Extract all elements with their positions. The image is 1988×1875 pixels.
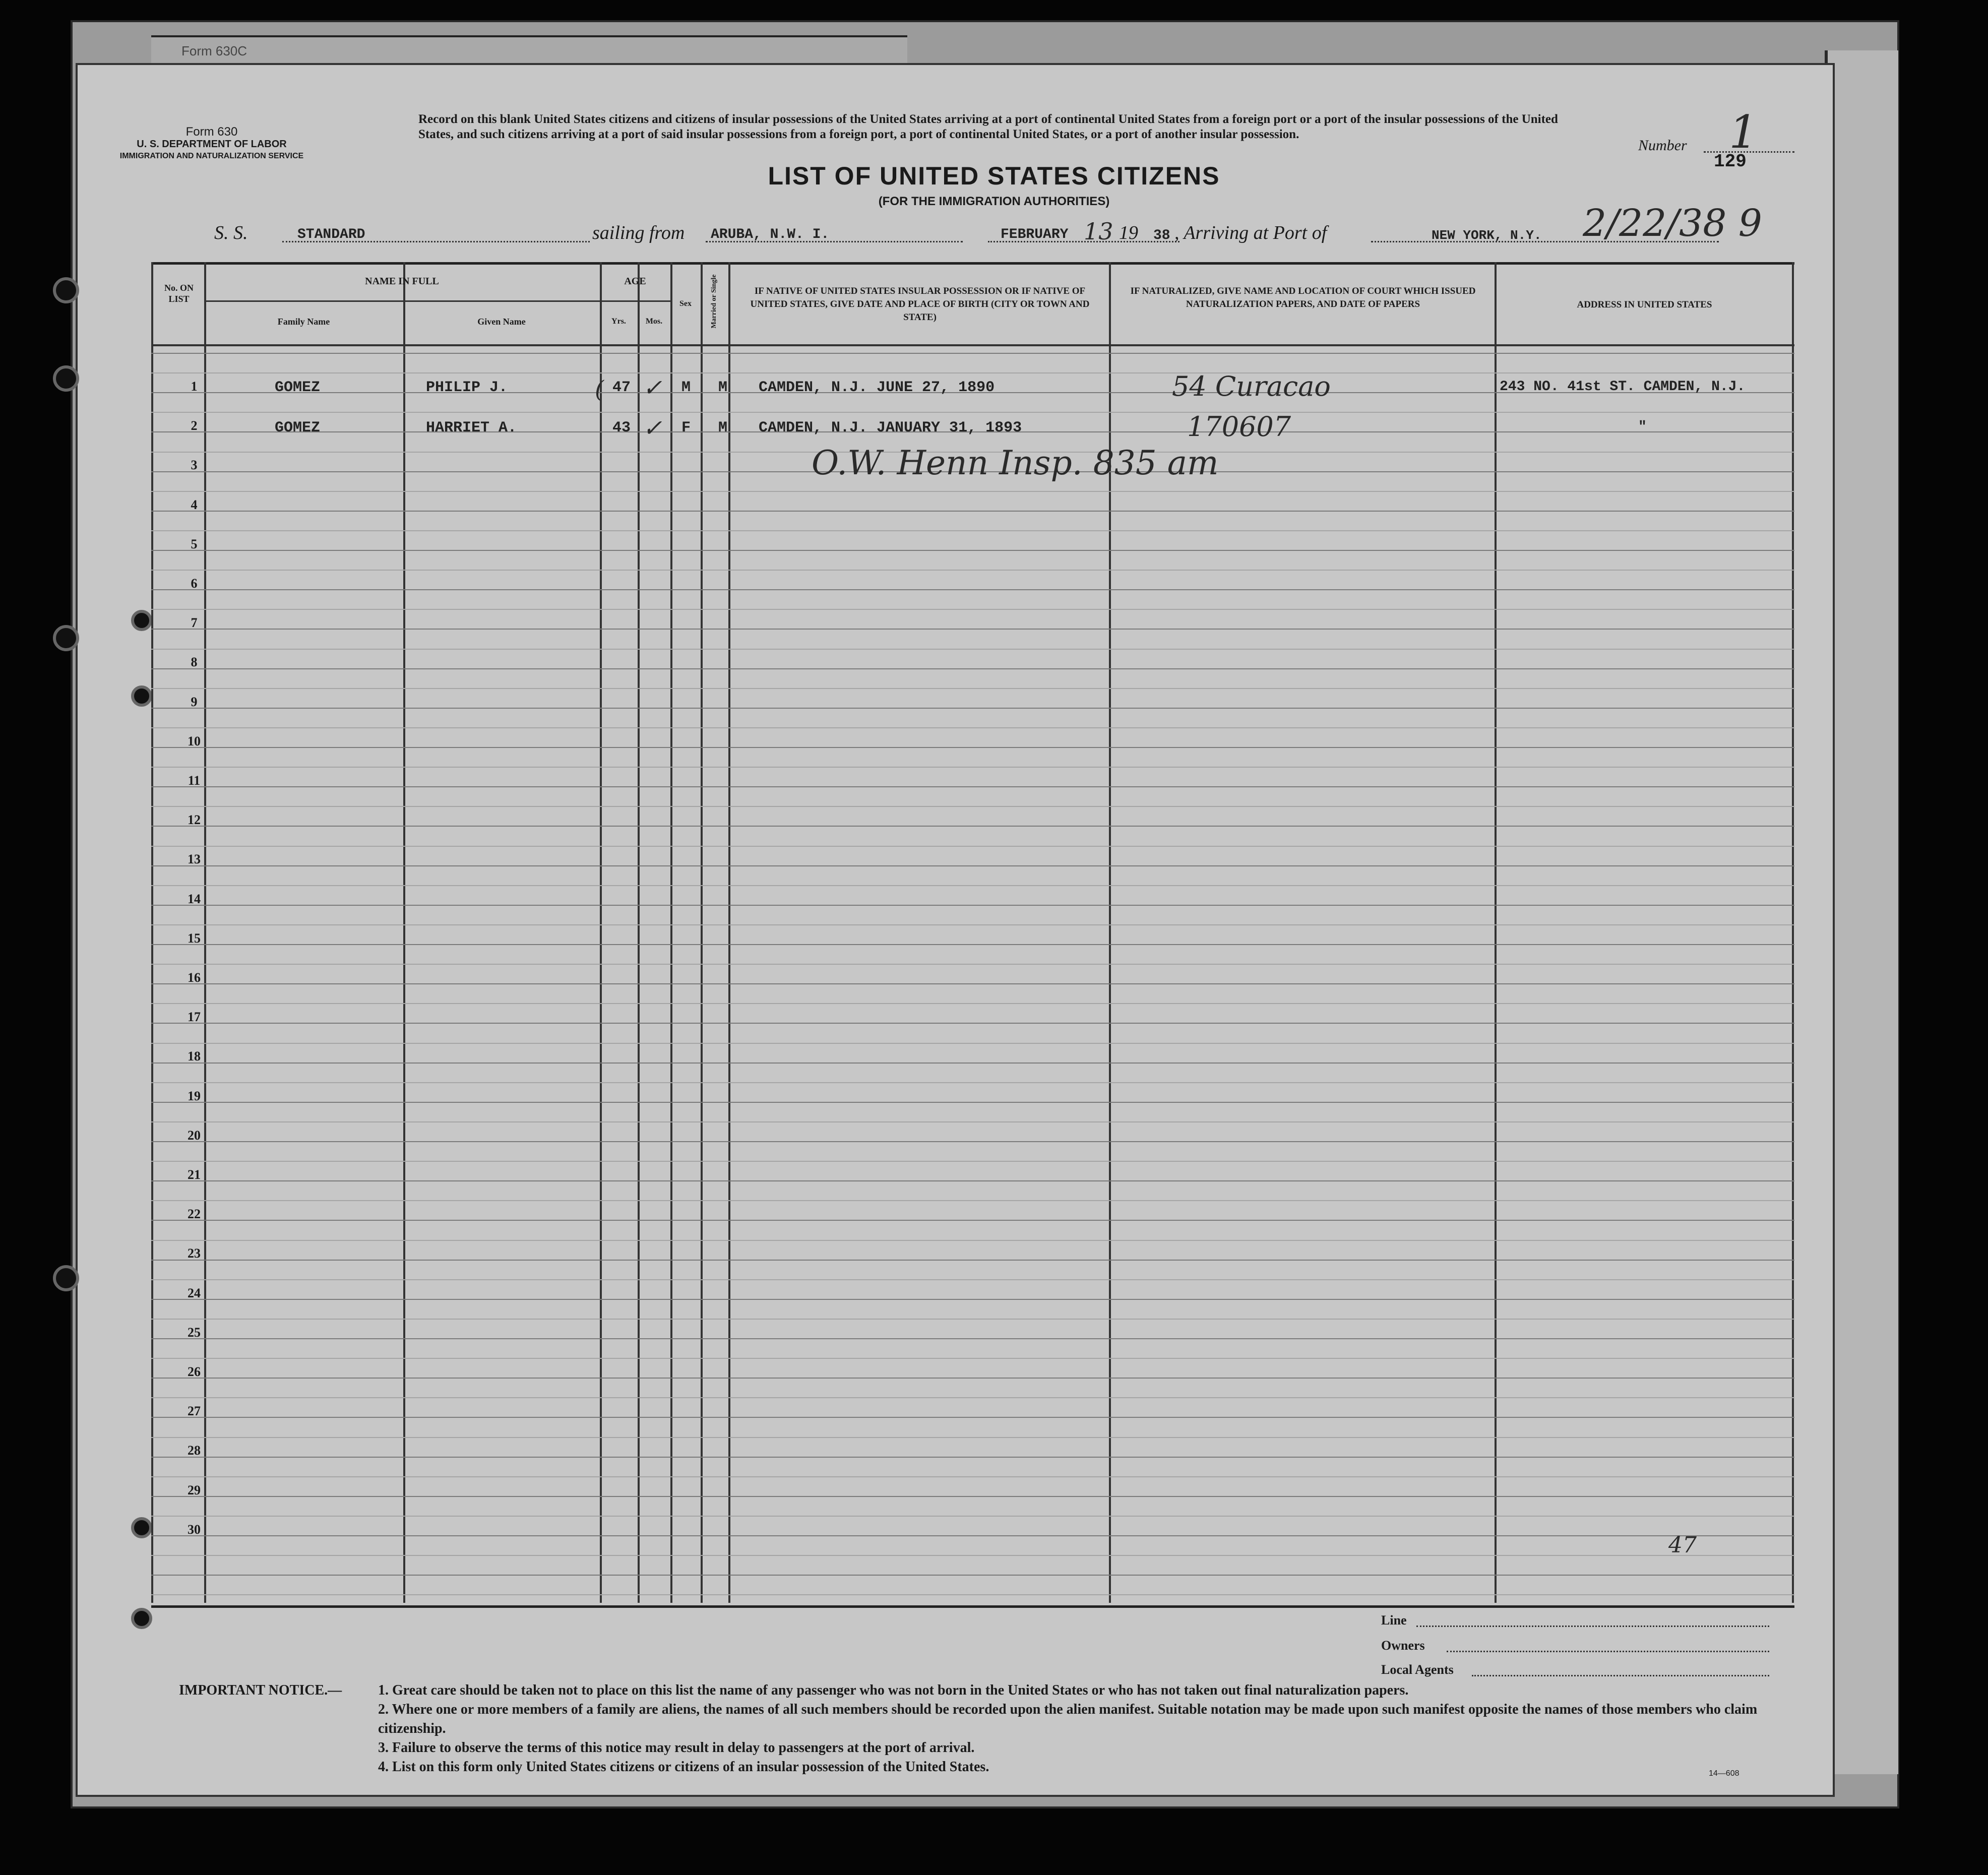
- ruled-line: [151, 609, 1794, 610]
- ruled-line: [151, 1141, 1794, 1142]
- ruled-line: [151, 905, 1794, 906]
- notice-heading: IMPORTANT NOTICE.—: [179, 1682, 342, 1698]
- header-given-name: Given Name: [477, 317, 526, 327]
- department-name: U. S. DEPARTMENT OF LABOR: [137, 139, 287, 150]
- form-number: Form 630: [185, 125, 238, 139]
- form-tab-label: Form 630C: [181, 43, 247, 58]
- ruled-line: [151, 1260, 1794, 1261]
- page-title: LIST OF UNITED STATES CITIZENS: [768, 162, 1220, 190]
- ruled-line: [151, 1180, 1794, 1181]
- ruled-line: [151, 964, 1794, 965]
- ship-name: STANDARD: [297, 227, 365, 242]
- ruled-line: [151, 550, 1794, 551]
- ruled-line: [151, 1062, 1794, 1064]
- ruled-line: [151, 1043, 1794, 1044]
- margin-number: 47: [1668, 1532, 1697, 1558]
- row-number: 13: [188, 852, 201, 867]
- ruled-line: [151, 1299, 1794, 1300]
- underlying-sheet-edge: [1825, 50, 1898, 1774]
- ruled-line: [151, 1378, 1794, 1379]
- ruled-line: [151, 1121, 1794, 1122]
- entry-1-bracket: (: [595, 376, 604, 403]
- row-number: 10: [188, 733, 201, 748]
- ruled-line: [151, 865, 1794, 866]
- notice-item-1: 1. Great care should be taken not to place on this list the name of any passenger who was not born in the United States or who has not taken out final naturalization papers.: [378, 1682, 1409, 1698]
- ruled-line: [151, 885, 1794, 886]
- header-address: ADDRESS IN UNITED STATES: [1577, 299, 1712, 310]
- number-typed: 129: [1714, 151, 1747, 172]
- ruled-line: [151, 530, 1794, 531]
- ruled-line: [151, 1476, 1794, 1477]
- entry-2-naturalization: 170607: [1187, 411, 1291, 443]
- arrival-date-handwritten: 2/22/38 9: [1583, 202, 1762, 245]
- row-number: 11: [188, 773, 201, 788]
- page-subtitle: (FOR THE IMMIGRATION AUTHORITIES): [878, 195, 1110, 208]
- table-border: [151, 262, 153, 1603]
- ruled-line: [151, 786, 1794, 787]
- binder-hole: [131, 685, 152, 707]
- table-border: [1792, 262, 1794, 1603]
- header-bottom-rule: [151, 344, 1794, 346]
- row-number: 5: [191, 536, 198, 551]
- ruled-line: [151, 668, 1794, 669]
- date-year: 38: [1153, 228, 1170, 243]
- ruled-line: [151, 1102, 1794, 1103]
- origin-port: ARUBA, N.W. I.: [711, 227, 830, 242]
- ruled-line: [151, 1437, 1794, 1438]
- ruled-line: [151, 747, 1794, 748]
- ruled-line: [151, 1319, 1794, 1320]
- ruled-line: [151, 1397, 1794, 1398]
- column-divider: [728, 262, 730, 1603]
- header-rule: [204, 300, 600, 302]
- ruled-line: [151, 983, 1794, 984]
- ruled-line: [151, 511, 1794, 512]
- service-name: IMMIGRATION AND NATURALIZATION SERVICE: [119, 152, 304, 160]
- entry-1-married: M: [718, 379, 728, 396]
- row-number: 14: [188, 891, 201, 906]
- entry-1-family-name: GOMEZ: [275, 379, 321, 396]
- date-month: FEBRUARY: [1001, 227, 1069, 242]
- ruled-line: [151, 353, 1794, 354]
- row-number: 20: [188, 1128, 201, 1143]
- entry-2-given-name: HARRIET A.: [426, 419, 517, 436]
- row-number: 28: [188, 1443, 201, 1458]
- header-naturalization: IF NATURALIZED, GIVE NAME AND LOCATION OF COURT WHICH ISSUED NATURALIZATION PAPERS, AND DATE OF PAPERS: [1130, 286, 1476, 309]
- line-label: Line: [1381, 1613, 1407, 1628]
- ruled-line: [151, 924, 1794, 925]
- owners-fill-line: [1447, 1651, 1769, 1652]
- row-number: 6: [191, 576, 198, 591]
- ruled-line: [151, 727, 1794, 728]
- ruled-line: [151, 1338, 1794, 1339]
- binder-hole: [53, 625, 79, 651]
- entry-2-birth: CAMDEN, N.J. JANUARY 31, 1893: [759, 419, 1022, 436]
- number-label: Number: [1638, 137, 1687, 154]
- ruled-line: [151, 372, 1794, 373]
- ruled-line: [151, 412, 1794, 413]
- column-divider: [403, 262, 405, 1603]
- ruled-line: [151, 1555, 1794, 1556]
- ruled-line: [151, 806, 1794, 807]
- header-age-years: Yrs.: [611, 317, 626, 326]
- ss-label: S. S.: [214, 222, 248, 243]
- number-handwritten: 1: [1729, 106, 1758, 159]
- local-agents-fill-line: [1472, 1675, 1769, 1676]
- ruled-line: [151, 1358, 1794, 1359]
- date-year-prefix: 19: [1119, 222, 1138, 243]
- ruled-line: [151, 589, 1794, 590]
- binder-hole: [53, 365, 79, 392]
- ruled-line: [151, 688, 1794, 689]
- header-age-months: Mos.: [645, 317, 663, 326]
- ruled-line: [151, 1575, 1794, 1576]
- sailing-label: sailing from: [592, 222, 685, 243]
- header-rule: [600, 300, 670, 302]
- ruled-line: [151, 570, 1794, 571]
- row-number: 1: [191, 379, 198, 394]
- local-agents-label: Local Agents: [1381, 1662, 1454, 1677]
- entry-1-naturalization: 54 Curacao: [1172, 370, 1331, 402]
- notice-item-2: 2. Where one or more members of a family are aliens, the names of all such members should be recorded upon the alien manifest. Suitable notation may be made upon such manifest opposite the names of those members who claim citizenship.: [378, 1702, 1758, 1736]
- entry-1-address: 243 NO. 41st ST. CAMDEN, N.J.: [1500, 379, 1746, 395]
- header-list-number: No. ON LIST: [164, 283, 194, 304]
- row-number: 2: [191, 418, 198, 433]
- ruled-line: [151, 1457, 1794, 1458]
- ruled-line: [151, 944, 1794, 945]
- ruled-line: [151, 1003, 1794, 1004]
- header-family-name: Family Name: [277, 317, 330, 327]
- arriving-label: , Arriving at Port of: [1174, 222, 1327, 243]
- binder-hole: [53, 1265, 79, 1291]
- ruled-line: [151, 1023, 1794, 1024]
- entry-1-sex: M: [681, 379, 691, 396]
- ruled-line: [151, 708, 1794, 709]
- row-number: 8: [191, 655, 198, 670]
- row-number: 7: [191, 615, 198, 631]
- column-divider: [638, 262, 640, 1603]
- form-identification: [116, 126, 307, 162]
- binder-hole: [131, 1608, 152, 1629]
- ruled-line: [151, 846, 1794, 847]
- header-age: AGE: [624, 276, 646, 287]
- record-instructions: Record on this blank United States citizens and citizens of insular possessions of the United States arriving at a port of continental United States from a foreign port or a port of the insular possessions of the United States, and such citizens arriving at a port of said insular possessions from a foreign port, a port of continental United States, or a port of another insular possession.: [418, 112, 1558, 141]
- row-number: 15: [188, 930, 201, 946]
- row-number: 19: [188, 1088, 201, 1103]
- ruled-line: [151, 767, 1794, 768]
- ruled-line: [151, 1496, 1794, 1497]
- row-number: 24: [188, 1285, 201, 1300]
- entry-2-sex: F: [681, 419, 691, 436]
- ruled-line: [151, 1417, 1794, 1418]
- ruled-line: [151, 1594, 1794, 1595]
- row-number: 17: [188, 1010, 201, 1025]
- row-number: 4: [191, 497, 198, 512]
- ruled-line: [151, 629, 1794, 630]
- print-code: 14—608: [1709, 1769, 1740, 1778]
- binder-hole: [53, 277, 79, 303]
- row-number: 9: [191, 694, 198, 709]
- entry-1-given-name: PHILIP J.: [426, 379, 508, 396]
- ruled-line: [151, 1200, 1794, 1201]
- row-number: 30: [188, 1522, 201, 1537]
- row-number: 29: [188, 1482, 201, 1497]
- header-name-in-full: NAME IN FULL: [365, 276, 439, 287]
- ruled-line: [151, 1082, 1794, 1083]
- entry-2-address: ": [1638, 419, 1647, 435]
- ruled-line: [151, 1161, 1794, 1162]
- row-number: 23: [188, 1246, 201, 1261]
- ruled-line: [151, 1220, 1794, 1221]
- binder-hole: [131, 610, 152, 631]
- ruled-line: [151, 1516, 1794, 1517]
- row-number: 16: [188, 970, 201, 985]
- row-number: 26: [188, 1364, 201, 1379]
- entry-1-age-years: 47: [612, 379, 631, 396]
- entry-2-age-years: 43: [612, 419, 631, 436]
- inspector-note: O.W. Henn Insp. 835 am: [812, 444, 1219, 482]
- row-number: 22: [188, 1207, 201, 1222]
- row-number: 27: [188, 1404, 201, 1419]
- binder-hole: [131, 1517, 152, 1538]
- column-divider: [701, 262, 703, 1603]
- date-day: 13: [1084, 218, 1113, 245]
- entry-2-check-mark: ✓: [643, 414, 662, 442]
- notice-item-3: 3. Failure to observe the terms of this notice may result in delay to passengers at the port of arrival.: [378, 1740, 975, 1756]
- line-fill-line: [1416, 1626, 1769, 1627]
- entry-1-check-mark: ✓: [643, 374, 662, 401]
- row-number: 12: [188, 812, 201, 828]
- notice-item-4: 4. List on this form only United States citizens or citizens of an insular possession of the United States.: [378, 1759, 989, 1775]
- ruled-line: [151, 1240, 1794, 1241]
- row-number: 3: [191, 458, 198, 473]
- entry-1-birth: CAMDEN, N.J. JUNE 27, 1890: [759, 379, 995, 396]
- entry-2-married: M: [718, 419, 728, 436]
- row-number: 18: [188, 1049, 201, 1064]
- header-sex: Sex: [679, 299, 692, 308]
- ruled-line: [151, 826, 1794, 827]
- ruled-line: [151, 649, 1794, 650]
- owners-label: Owners: [1381, 1638, 1425, 1653]
- column-divider: [1495, 262, 1497, 1603]
- ruled-line: [151, 491, 1794, 492]
- header-birth-place: IF NATIVE OF UNITED STATES INSULAR POSSESSION OR IF NATIVE OF UNITED STATES, GIVE DATE AND PLACE OF BIRTH (CITY OR TOWN AND STATE): [750, 286, 1090, 323]
- ruled-line: [151, 1279, 1794, 1280]
- ruled-line: [151, 1535, 1794, 1536]
- column-divider: [670, 262, 672, 1603]
- row-number: 25: [188, 1325, 201, 1340]
- arrival-port: NEW YORK, N.Y.: [1432, 228, 1542, 243]
- row-number: 21: [188, 1167, 201, 1182]
- header-married-single: Married or Single: [710, 274, 718, 329]
- entry-2-family-name: GOMEZ: [275, 419, 321, 436]
- column-divider: [600, 262, 602, 1603]
